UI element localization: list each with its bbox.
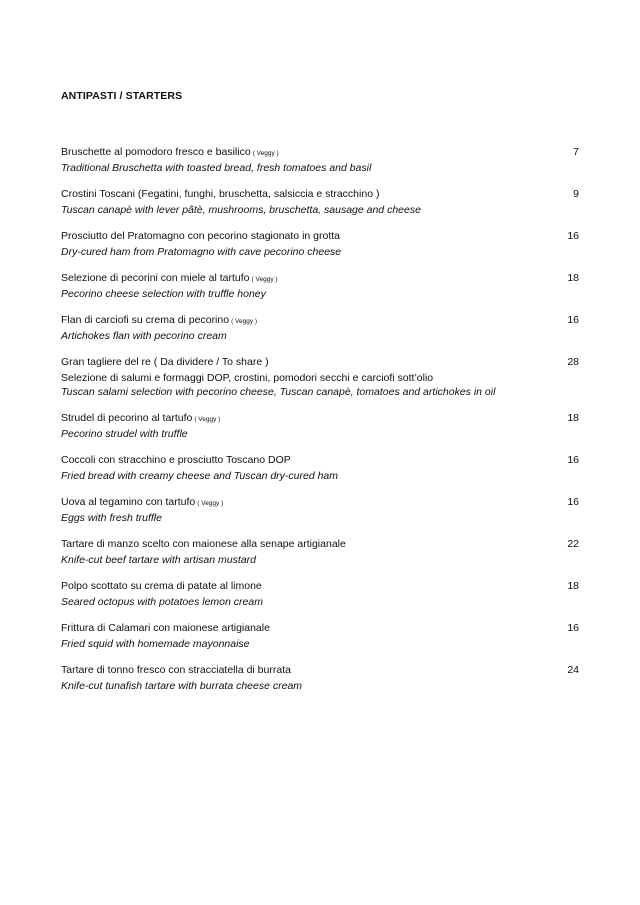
- item-description: Seared octopus with potatoes lemon cream: [61, 596, 263, 608]
- item-description: Fried squid with homemade mayonnaise: [61, 638, 250, 650]
- item-name-line: [61, 187, 579, 203]
- menu-item: [61, 579, 579, 609]
- item-price: 18: [567, 412, 579, 424]
- menu-item: [61, 187, 579, 217]
- item-name: Tartare di manzo scelto con maionese alla senape artigianale: [61, 538, 346, 550]
- item-description: Tuscan salami selection with pecorino cheese, Tuscan canapè, tomatoes and artichokes in oil: [61, 386, 496, 398]
- item-description: Eggs with fresh truffle: [61, 512, 162, 524]
- item-price: 16: [567, 622, 579, 634]
- item-name-line: [61, 621, 579, 637]
- menu-item: [61, 145, 579, 175]
- item-price: 9: [573, 188, 579, 200]
- item-name-line: [61, 411, 579, 427]
- item-name-line: [61, 355, 579, 371]
- item-name-line: [61, 145, 579, 161]
- item-description: Tuscan canapè with lever pâtè, mushrooms, bruschetta, sausage and cheese: [61, 204, 421, 216]
- item-price: 16: [567, 496, 579, 508]
- menu-item: [61, 453, 579, 483]
- menu-item: [61, 355, 579, 399]
- item-name-line: [61, 537, 579, 553]
- item-description: Pecorino strudel with truffle: [61, 428, 188, 440]
- item-description: Knife-cut tunafish tartare with burrata cheese cream: [61, 680, 303, 692]
- menu-item: [61, 411, 579, 441]
- menu-item: [61, 621, 579, 651]
- item-name: Strudel di pecorino al tartufo: [61, 412, 193, 424]
- item-description: Dry-cured ham from Pratomagno with cave pecorino cheese: [61, 246, 342, 258]
- item-price: 7: [573, 146, 579, 158]
- menu-item: [61, 313, 579, 343]
- menu-item: [61, 271, 579, 301]
- item-price: 16: [567, 314, 579, 326]
- item-name: Tartare di tonno fresco con stracciatella di burrata: [61, 664, 291, 676]
- item-name: Gran tagliere del re ( Da dividere / To share ): [61, 356, 269, 368]
- item-description: Fried bread with creamy cheese and Tuscan dry-cured ham: [61, 470, 339, 482]
- item-name: Uova al tegamino con tartufo: [61, 496, 196, 508]
- item-name: Flan di carciofi su crema di pecorino: [61, 314, 230, 326]
- menu-item: [61, 495, 579, 525]
- veggy-tag: ( Veggy ): [251, 276, 278, 283]
- item-name-line: [61, 313, 579, 329]
- item-description: Traditional Bruschetta with toasted bread, fresh tomatoes and basil: [61, 162, 372, 174]
- menu-item-list: [61, 145, 579, 705]
- item-price: 28: [567, 356, 579, 368]
- item-name-line: [61, 453, 579, 469]
- item-name: Bruschette al pomodoro fresco e basilico: [61, 146, 251, 158]
- item-price: 16: [567, 454, 579, 466]
- item-name-line: [61, 579, 579, 595]
- item-name-line: [61, 271, 579, 287]
- item-price: 24: [567, 664, 579, 676]
- veggy-tag: ( Veggy ): [252, 150, 279, 157]
- menu-item: [61, 229, 579, 259]
- item-name-line: [61, 663, 579, 679]
- menu-item: [61, 537, 579, 567]
- veggy-tag: ( Veggy ): [231, 318, 258, 325]
- section-title: ANTIPASTI / STARTERS: [61, 90, 183, 102]
- item-price: 16: [567, 230, 579, 242]
- item-price: 18: [567, 580, 579, 592]
- veggy-tag: ( Veggy ): [194, 416, 221, 423]
- item-name: Coccoli con stracchino e prosciutto Toscano DOP: [61, 454, 291, 466]
- item-name: Frittura di Calamari con maionese artigianale: [61, 622, 270, 634]
- menu-item: [61, 663, 579, 693]
- item-name: Crostini Toscani (Fegatini, funghi, bruschetta, salsiccia e stracchino ): [61, 188, 380, 200]
- item-description: Artichokes flan with pecorino cream: [61, 330, 227, 342]
- item-price: 22: [567, 538, 579, 550]
- item-name: Polpo scottato su crema di patate al limone: [61, 580, 262, 592]
- item-name-line: [61, 229, 579, 245]
- item-name: Selezione di pecorini con miele al tartufo: [61, 272, 250, 284]
- item-name-line: [61, 495, 579, 511]
- item-description: Pecorino cheese selection with truffle honey: [61, 288, 266, 300]
- item-name: Prosciutto del Pratomagno con pecorino stagionato in grotta: [61, 230, 341, 242]
- item-description: Knife-cut beef tartare with artisan mustard: [61, 554, 256, 566]
- item-price: 18: [567, 272, 579, 284]
- item-extra: Selezione di salumi e formaggi DOP, crostini, pomodori secchi e carciofi sott’olio: [61, 372, 434, 384]
- veggy-tag: ( Veggy ): [197, 500, 224, 507]
